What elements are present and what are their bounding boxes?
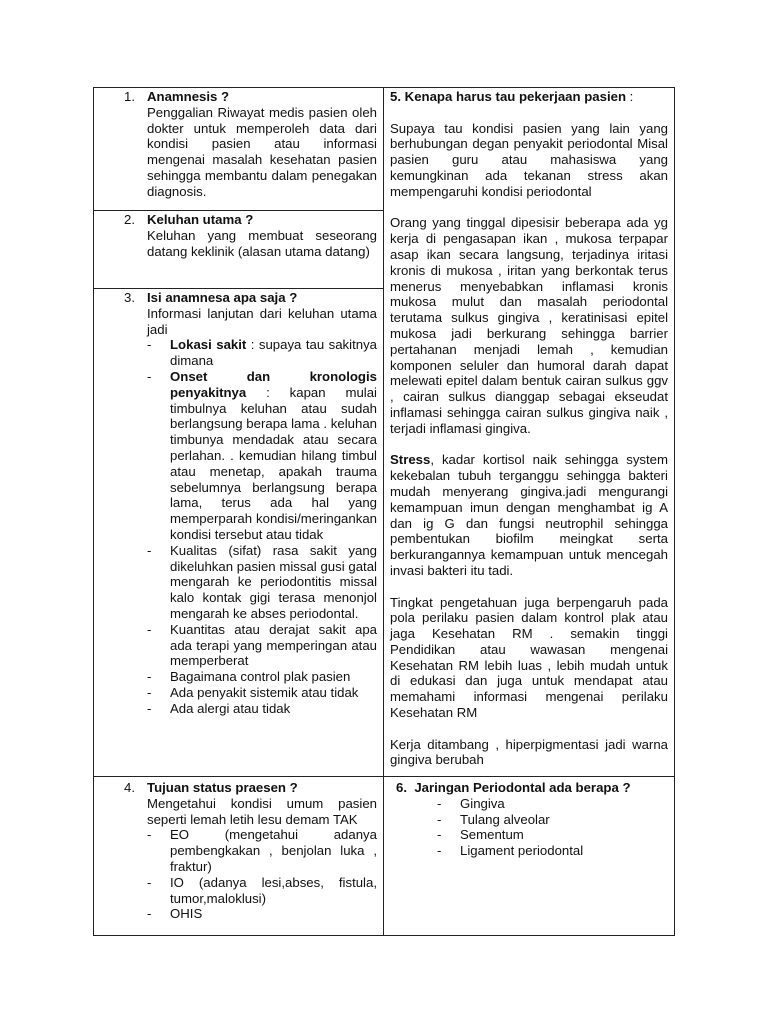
list-item: - Sementum: [437, 827, 524, 843]
section-body: Penggalian Riwayat medis pasien oleh dokter untuk memperoleh data dari kondisi pasien atau informasi mengenai masalah kesehatan pasien sehingga membantu dalam penegakan diagnosis.: [147, 104, 377, 199]
stress-label: Stress: [390, 452, 431, 468]
section-body: Mengetahui kondisi umum pasien seperti lemah letih lesu demam TAK: [147, 795, 377, 827]
section-number: 5.: [390, 89, 401, 104]
list-item: - Ada penyakit sistemik atau tidak: [147, 684, 359, 700]
section-jaringan-periodontal: [396, 780, 668, 859]
section-title: Isi anamnesa apa saja ?: [147, 290, 298, 305]
paragraph: Kerja ditambang , hiperpigmentasi jadi warna gingiva berubah: [390, 736, 668, 768]
list-item: - Lokasi sakit : supaya tau sakitnya dimana: [147, 337, 378, 369]
section-pekerjaan-pasien: [390, 89, 668, 768]
list-item: - EO (mengetahui adanya pembengkakan , benjolan luka , fraktur): [147, 827, 377, 874]
section-title: Keluhan utama ?: [147, 212, 254, 227]
section-status-praesen: [124, 780, 377, 922]
list-item: - Ligament periodontal: [437, 843, 584, 859]
anamnesa-list: [147, 337, 377, 716]
list-item-bold: Lokasi sakit: [170, 337, 247, 353]
list-item-text: Kualitas (sifat) rasa sakit yang dikeluhkan pasien missal gusi gatal mengarah ke periodontitis missal kalo kontak gigi terasa menonjol mengarah ke abses periodontal.: [170, 542, 377, 621]
list-item-text: Bagaimana control plak pasien: [170, 669, 351, 685]
list-item: - Kuantitas atau derajat sakit apa ada terapi yang memperingan atau memperberat: [147, 621, 377, 669]
section-body: Keluhan yang membuat seseorang datang keklinik (alasan utama datang): [147, 227, 377, 259]
list-item-text: Tulang alveolar: [460, 811, 550, 827]
row-divider-left-1: [93, 210, 384, 211]
row-divider-left-2: [93, 288, 384, 289]
paragraph: Tingkat pengetahuan juga berpengaruh pada pola perilaku pasien dalam kontrol plak atau jaga Kesehatan RM . semakin tinggi Pendidikan atau wawasan mengenai Kesehatan RM lebih luas , lebih mudah untuk di edukasi dan juga untuk mendapat atau memahami informasi mengenai perilaku Kesehatan RM: [390, 594, 668, 721]
status-praesen-list: [147, 827, 377, 922]
list-item-text: Kuantitas atau derajat sakit apa ada terapi yang memperingan atau memperberat: [170, 621, 377, 669]
list-item-text: Sementum: [460, 827, 524, 843]
section-title-colon: :: [626, 89, 634, 104]
list-item: - IO (adanya lesi,abses, fistula, tumor,maloklusi): [147, 874, 377, 906]
list-item-text: EO (mengetahui adanya pembengkakan , benjolan luka , fraktur): [170, 827, 377, 874]
section-title: Tujuan status praesen ?: [147, 780, 298, 795]
section-keluhan-utama: [124, 212, 377, 259]
list-item-text: : kapan mulai timbulnya keluhan atau sudah berlangsung berapa lama . keluhan timbunya mendadak atau secara perlahan. . kemudian hilang timbul atau menetap, apakah trauma sebelumnya berlangsung berapa lama, terus ada hal yang memperparah kondisi/meringankan kondisi tersebut atau tidak: [170, 384, 377, 542]
list-item-text: Gingiva: [460, 795, 505, 811]
list-item: - Kualitas (sifat) rasa sakit yang dikeluhkan pasien missal gusi gatal mengarah ke periodontitis missal kalo kontak gigi terasa menonjol mengarah ke abses periodontal.: [147, 542, 377, 621]
section-number: 1.: [124, 89, 135, 104]
section-number: 3.: [124, 290, 135, 305]
section-body: Informasi lanjutan dari keluhan utama jadi: [147, 305, 377, 337]
section-title: Jaringan Periodontal ada berapa ?: [414, 780, 631, 795]
section-heading: [396, 780, 668, 796]
section-number: 2.: [124, 212, 135, 227]
row-divider-full: [93, 776, 675, 777]
paragraph: [390, 452, 668, 578]
list-item-text: Ada penyakit sistemik atau tidak: [170, 684, 359, 700]
list-item-text: IO (adanya lesi,abses, fistula, tumor,maloklusi): [170, 874, 377, 906]
section-isi-anamnesa: [124, 290, 377, 717]
list-item: - Gingiva: [437, 795, 505, 811]
list-item: - Tulang alveolar: [437, 811, 550, 827]
column-divider: [383, 87, 384, 936]
list-item-text: : supaya tau sakitnya dimana: [170, 337, 378, 369]
list-item: - Bagaimana control plak pasien: [147, 669, 351, 685]
section-title: Anamnesis ?: [147, 89, 230, 104]
paragraph: Orang yang tinggal dipesisir beberapa ada yg kerja di pengasapan ikan , mukosa terpapar asap ikan secara langsung, terjadinya iritasi kronis di mukosa , iritan yang berkontak terus menerus menyebabkan inflamasi kronis mukosa mulut dan masalah periodontal terutama sulkus gingiva , keratinisasi epitel mukosa jadi berkurang sehingga barrier pertahanan menjadi lemah , kemudian komponen seluler dan humoral darah dapat melewati epitel dalam bentuk cairan sulkus ggv , cairan sulkus dianggap sebagai ekseudat inflamasi sehingga cairan sulkus gingiva naik , terjadi inflamasi gingiva.: [390, 215, 668, 436]
section-number: 4.: [124, 780, 135, 795]
section-anamnesis: [124, 89, 377, 200]
section-title: Kenapa harus tau pekerjaan pasien: [404, 89, 627, 104]
list-item-bold: Onset dan kronologis penyakitnya: [170, 368, 377, 400]
periodontal-list: [437, 796, 668, 859]
list-item-text: Ada alergi atau tidak: [170, 700, 291, 716]
section-heading: [390, 89, 668, 105]
paragraph: Supaya tau kondisi pasien yang lain yang berhubungan degan penyakit periodontal Misal pasien guru atau mahasiswa yang kemungkinan ada tekanan stress akan mempengaruhi kondisi periodontal: [390, 120, 668, 199]
section-number: 6.: [396, 780, 407, 795]
list-item-text: Ligament periodontal: [460, 843, 584, 859]
list-item: - OHIS: [147, 906, 203, 922]
list-item-text: OHIS: [170, 906, 203, 922]
paragraph-text: , kadar kortisol naik sehingga system kekebalan tubuh terganggu sehingga bakteri mudah menyerang gingiva.jadi mengurangi kemampuan imun dengan menghambat ig A dan ig G dan fungsi neutrophil sehingga pembentukan biofilm meingkat serta berkurangannya kemampuan untuk mencegah invasi bakteri itu tadi.: [390, 452, 668, 578]
list-item: - Ada alergi atau tidak: [147, 700, 291, 716]
list-item: - Onset dan kronologis penyakitnya : kapan mulai timbulnya keluhan atau sudah berlangsung berapa lama . keluhan timbunya mendadak atau secara perlahan. . kemudian hilang timbul atau menetap, apakah trauma sebelumnya berlangsung berapa lama, terus ada hal yang memperparah kondisi/meringankan kondisi tersebut atau tidak: [147, 368, 377, 542]
